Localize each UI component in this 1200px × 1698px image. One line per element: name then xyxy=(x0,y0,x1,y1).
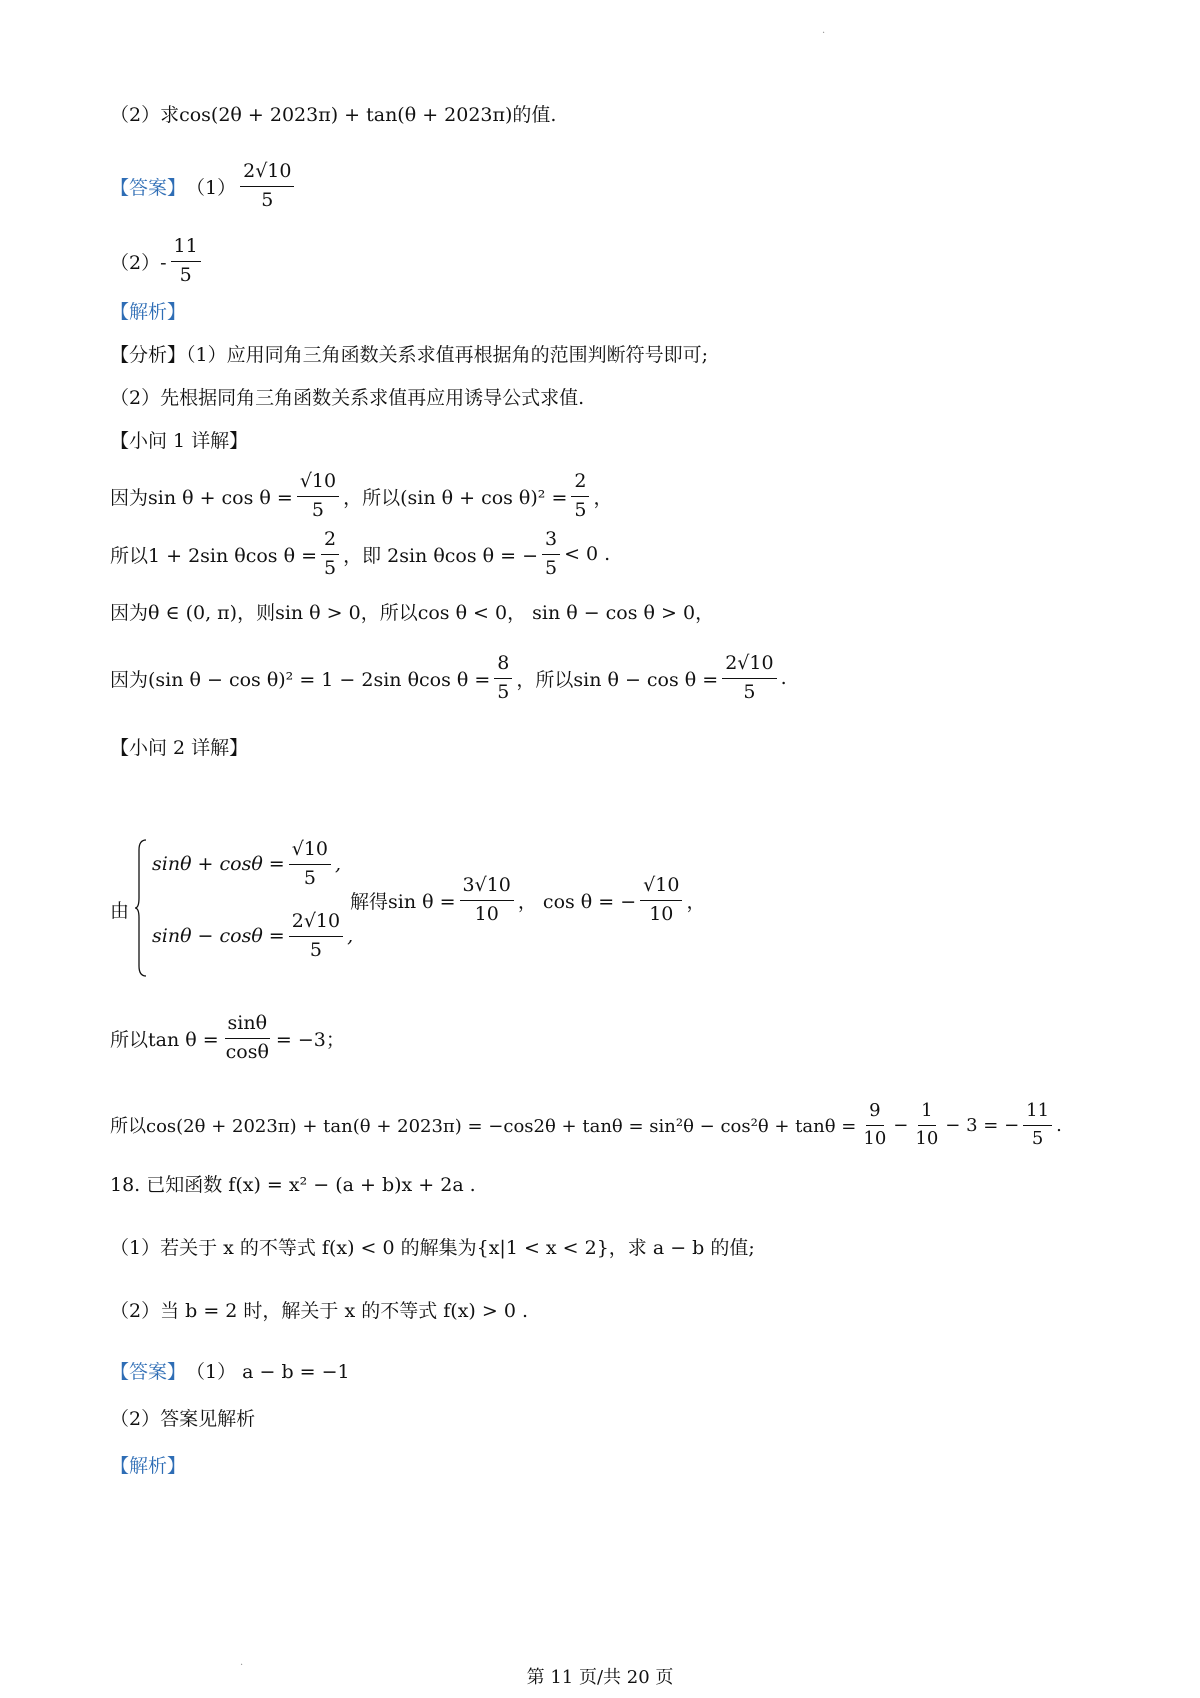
equation-system xyxy=(110,838,1010,978)
l4-f2-den: 5 xyxy=(743,680,756,703)
l2-text-b: ，即 2sin θcos θ = − xyxy=(343,544,538,567)
l4-f1-den: 5 xyxy=(497,680,510,703)
l1-text-a: 因为sin θ + cos θ = xyxy=(110,486,293,509)
l4-fraction-2 xyxy=(722,652,776,705)
analysis-line-2: （2）先根据同角三角函数关系求值再应用诱导公式求值. xyxy=(110,387,585,409)
final-text-a: 所以cos(2θ + 2023π) + tan(θ + 2023π) = −cos2θ + tanθ = sin²θ − cos²θ + tanθ = xyxy=(110,1116,857,1137)
solution-line-2 xyxy=(110,528,610,581)
final-minus-1: − xyxy=(893,1114,909,1136)
jd-text: 解得sin θ = xyxy=(350,890,456,913)
e1-text: sinθ + cosθ = xyxy=(152,853,285,876)
final-f3-den: 5 xyxy=(1031,1127,1044,1149)
e2-den: 5 xyxy=(309,938,322,961)
page-footer: 第 11 页/共 20 页 xyxy=(526,1667,674,1688)
l2-f1-num: 2 xyxy=(321,528,339,555)
l1-fraction-1 xyxy=(297,470,339,523)
answer-1-fraction xyxy=(240,160,294,213)
final-fraction-3 xyxy=(1023,1100,1052,1150)
l2-f2-num: 3 xyxy=(542,528,560,555)
sub-question-1-title: 【小问 1 详解】 xyxy=(110,430,249,452)
e1-fraction xyxy=(289,838,331,891)
jiexi-tag: 【解析】 xyxy=(110,301,187,323)
answer-2-denominator: 5 xyxy=(179,263,192,286)
e2-text: sinθ − cosθ = xyxy=(152,925,285,948)
l4-fraction-1 xyxy=(494,652,512,705)
l1-f2-den: 5 xyxy=(574,498,587,521)
answer-2-numerator: 11 xyxy=(171,235,201,262)
solution-line-1 xyxy=(110,470,612,523)
cos-num: √10 xyxy=(640,874,682,901)
speck-mark: · xyxy=(822,28,826,39)
e2-num: 2√10 xyxy=(289,910,343,937)
l2-fraction-1 xyxy=(321,528,339,581)
l2-f1-den: 5 xyxy=(324,556,337,579)
l1-f2-num: 2 xyxy=(571,470,589,497)
e1-num: √10 xyxy=(289,838,331,865)
l1-text-c: ， xyxy=(593,486,613,509)
l1-f1-den: 5 xyxy=(311,498,324,521)
l4-f1-num: 8 xyxy=(494,652,512,679)
question-18: 18. 已知函数 f(x) = x² − (a + b)x + 2a . xyxy=(110,1174,476,1196)
final-f2-num: 1 xyxy=(918,1100,935,1126)
mid-text: ， cos θ = − xyxy=(517,890,637,913)
l1-f1-num: √10 xyxy=(297,470,339,497)
tan-fraction xyxy=(223,1012,272,1065)
left-brace-icon xyxy=(134,838,148,978)
answer-2-fraction xyxy=(171,235,201,288)
answer-18-line-1 xyxy=(110,1357,350,1384)
sin-num: 3√10 xyxy=(460,874,514,901)
answer-18-part-1: （1） a − b = −1 xyxy=(186,1361,350,1383)
sin-den: 10 xyxy=(474,902,499,925)
final-line xyxy=(110,1100,1062,1150)
tan-line xyxy=(110,1012,345,1065)
system-you: 由 xyxy=(110,900,130,922)
l1-fraction-2 xyxy=(571,470,589,523)
e2-comma: , xyxy=(347,925,354,948)
final-f2-den: 10 xyxy=(915,1127,939,1149)
l4-text-c: . xyxy=(780,667,787,690)
l4-text-a: 因为(sin θ − cos θ)² = 1 − 2sin θcos θ = xyxy=(110,668,491,691)
question-18-part-1: （1）若关于 x 的不等式 f(x) < 0 的解集为{x|1 < x < 2}，求 a − b 的值; xyxy=(110,1237,755,1259)
answer-18-line-2: （2）答案见解析 xyxy=(110,1408,256,1430)
answer-tag: 【答案】 xyxy=(110,176,187,199)
jiexi-18-tag: 【解析】 xyxy=(110,1455,187,1477)
e1-comma: , xyxy=(335,853,342,876)
end-text: ， xyxy=(686,890,706,913)
analysis-line-1: 【分析】（1）应用同角三角函数关系求值再根据角的范围判断符号即可; xyxy=(110,344,708,366)
system-equation-2 xyxy=(152,910,353,963)
cos-fraction xyxy=(640,874,682,927)
final-f3-num: 11 xyxy=(1023,1100,1052,1126)
answer-1-numerator: 2√10 xyxy=(240,160,294,187)
system-equation-1 xyxy=(152,838,341,891)
l4-text-b: ，所以sin θ − cos θ = xyxy=(516,668,719,691)
sub-question-2-title: 【小问 2 详解】 xyxy=(110,737,249,759)
final-end: . xyxy=(1056,1114,1062,1136)
question-17-part-2: （2）求cos(2θ + 2023π) + tan(θ + 2023π)的值. xyxy=(110,104,557,126)
l2-f2-den: 5 xyxy=(545,556,558,579)
final-f1-num: 9 xyxy=(866,1100,883,1126)
tan-text-a: 所以tan θ = xyxy=(110,1028,219,1051)
cos-den: 10 xyxy=(649,902,674,925)
answer-2-prefix: （2）- xyxy=(110,251,167,274)
l2-fraction-2 xyxy=(542,528,560,581)
final-fraction-1 xyxy=(860,1100,889,1150)
l1-text-b: ，所以(sin θ + cos θ)² = xyxy=(343,486,568,509)
answer-1-denominator: 5 xyxy=(261,188,274,211)
tan-den: cosθ xyxy=(225,1040,269,1063)
answer-2-line xyxy=(110,235,205,288)
l4-f2-num: 2√10 xyxy=(722,652,776,679)
tan-text-b: = −3； xyxy=(275,1028,345,1051)
l2-text-a: 所以1 + 2sin θcos θ = xyxy=(110,544,317,567)
l2-text-c: < 0 . xyxy=(564,543,611,566)
sin-fraction xyxy=(460,874,514,927)
answer-1-prefix: （1） xyxy=(186,176,237,199)
final-f1-den: 10 xyxy=(863,1127,887,1149)
solution-line-4 xyxy=(110,652,787,705)
answer-1-line xyxy=(110,160,298,213)
system-solution xyxy=(350,874,705,927)
final-fraction-2 xyxy=(912,1100,941,1150)
solution-line-3: 因为θ ∈ (0, π)，则sin θ > 0，所以cos θ < 0， sin θ − cos θ > 0， xyxy=(110,602,715,624)
e2-fraction xyxy=(289,910,343,963)
tan-num: sinθ xyxy=(225,1012,271,1039)
e1-den: 5 xyxy=(303,866,316,889)
question-18-part-2: （2）当 b = 2 时，解关于 x 的不等式 f(x) > 0 . xyxy=(110,1300,528,1322)
speck-mark: · xyxy=(240,1660,244,1671)
final-minus-2: − 3 = − xyxy=(945,1114,1020,1136)
answer-18-tag: 【答案】 xyxy=(110,1361,187,1383)
